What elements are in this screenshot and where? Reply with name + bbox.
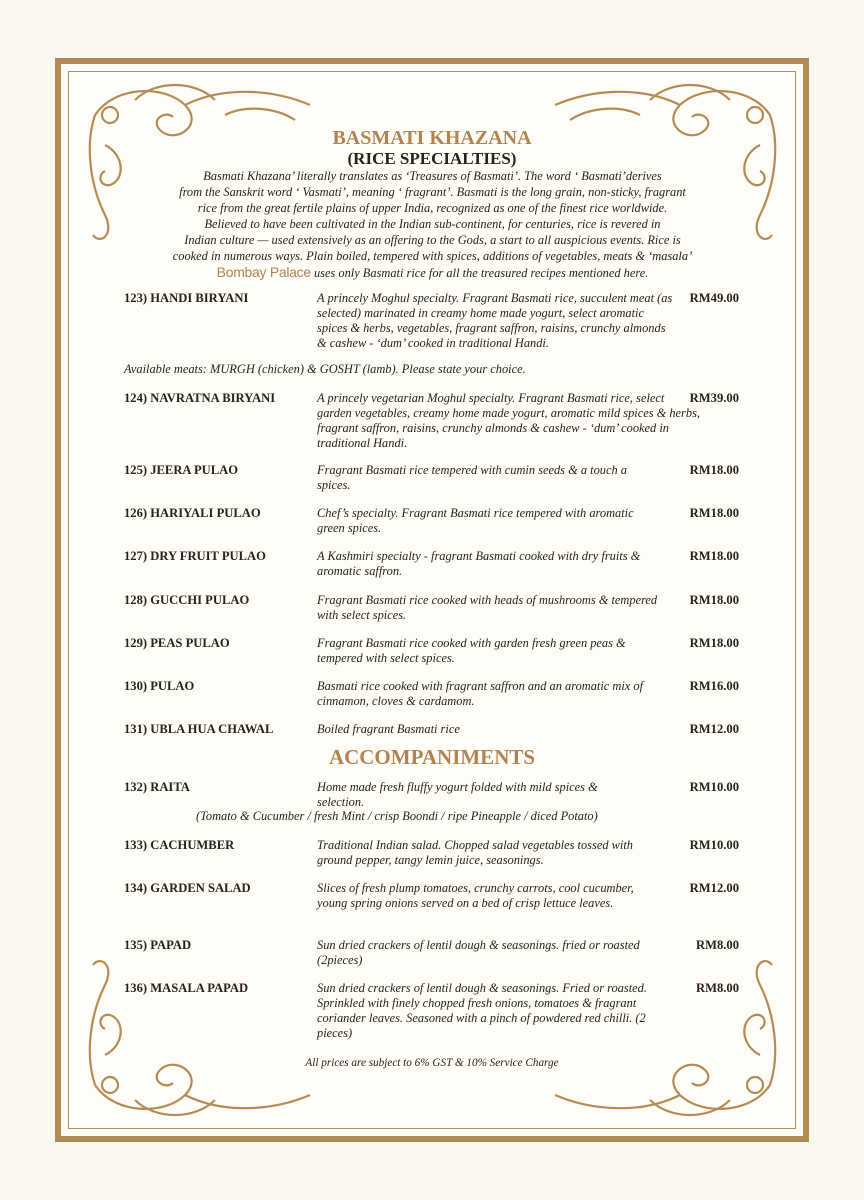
- item-name: 135) PAPAD: [124, 938, 192, 952]
- item-price: RM18.00: [689, 636, 739, 650]
- item-price: RM16.00: [689, 679, 739, 693]
- item-name: 123) HANDI BIRYANI: [124, 291, 249, 305]
- item-price: RM10.00: [689, 838, 739, 852]
- item-name: 134) GARDEN SALAD: [124, 881, 251, 895]
- item-name: 136) MASALA PAPAD: [124, 981, 249, 995]
- intro-line: cooked in numerous ways. Plain boiled, tempered with spices, additions of vegetables, meats & ‘masala’: [172, 249, 693, 263]
- item-price: RM18.00: [689, 463, 739, 477]
- item-name: 127) DRY FRUIT PULAO: [124, 549, 266, 563]
- item-description: Fragrant Basmati rice tempered with cumin seeds & a touch a spices.: [317, 463, 627, 492]
- item-description: Basmati rice cooked with fragrant saffron and an aromatic mix of cinnamon, cloves & cardamom.: [317, 679, 644, 708]
- item-description: Fragrant Basmati rice cooked with garden fresh green peas & tempered with select spices.: [317, 636, 626, 665]
- item-name: 129) PEAS PULAO: [124, 636, 230, 650]
- page-title: BASMATI KHAZANA: [332, 127, 532, 149]
- item-name: 128) GUCCHI PULAO: [124, 593, 250, 607]
- page-subtitle: (RICE SPECIALTIES): [347, 149, 517, 168]
- item-description: A princely Moghul specialty. Fragrant Basmati rice, succulent meat (as selected) marinated in creamy home made yogurt, select aromatic spices & herbs, vegetables, fragrant saffron, raisins, crunchy almonds & cashew - ‘dum’ cooked in traditional Handi.: [317, 291, 673, 350]
- item-name: 133) CACHUMBER: [124, 838, 235, 852]
- intro-line: from the Sanskrit word ‘ Vasmati’, meaning ‘ fragrant’. Basmati is the long grain, non-sticky, fragrant: [179, 185, 686, 199]
- item-price: RM8.00: [695, 981, 739, 995]
- item-price: RM39.00: [689, 391, 739, 405]
- meats-note: Available meats: MURGH (chicken) & GOSHT (lamb). Please state your choice.: [124, 362, 526, 376]
- item-price: RM18.00: [689, 506, 739, 520]
- intro-last-line: uses only Basmati rice for all the treasured recipes mentioned here.: [313, 266, 649, 280]
- item-name: 130) PULAO: [124, 679, 195, 693]
- item-description: Chef’s specialty. Fragrant Basmati rice tempered with aromatic green spices.: [317, 506, 634, 535]
- footer-note: All prices are subject to 6% GST & 10% Service Charge: [305, 1057, 559, 1069]
- intro-line: Basmati Khazana’ literally translates as ‘Treasures of Basmati’. The word ‘ Basmati’derives: [203, 169, 662, 183]
- item-price: RM49.00: [689, 291, 739, 305]
- item-description: A princely vegetarian Moghul specialty. Fragrant Basmati rice, select garden vegetables, creamy home made yogurt, aromatic mild spices & herbs, fragrant saffron, raisins, crunchy almonds & cashew - ‘dum’ cooked in traditional Handi.: [317, 391, 700, 450]
- item-name: 124) NAVRATNA BIRYANI: [124, 391, 276, 405]
- item-price: RM12.00: [689, 722, 739, 736]
- item-description: Traditional Indian salad. Chopped salad vegetables tossed with ground pepper, tangy lemin juice, seasonings.: [317, 838, 633, 867]
- intro-line: [120, 264, 745, 281]
- item-description: Boiled fragrant Basmati rice: [317, 722, 460, 736]
- item-name: 125) JEERA PULAO: [124, 463, 239, 477]
- item-name: 131) UBLA HUA CHAWAL: [124, 722, 274, 736]
- item-description: Home made fresh fluffy yogurt folded with mild spices & selection.: [317, 780, 598, 809]
- scroll-ornament-bottom-left-icon: [75, 945, 335, 1125]
- section-title-accompaniments: ACCOMPANIMENTS: [328, 745, 536, 769]
- intro-line: Indian culture — used extensively as an offering to the Gods, a start to all auspicious events. Rice is: [184, 233, 681, 247]
- item-name: 126) HARIYALI PULAO: [124, 506, 261, 520]
- item-price: RM18.00: [689, 549, 739, 563]
- intro-line: Believed to have been cultivated in the Indian sub-continent, for centuries, rice is revered in: [204, 217, 661, 231]
- intro-line: rice from the great fertile plains of upper India, recognized as one of the finest rice worldwide.: [197, 201, 668, 215]
- item-description: Slices of fresh plump tomatoes, crunchy carrots, cool cucumber, young spring onions served on a bed of crisp lettuce leaves.: [317, 881, 634, 910]
- raita-options-note: (Tomato & Cucumber / fresh Mint / crisp Boondi / ripe Pineapple / diced Potato): [196, 809, 598, 823]
- item-description: Sun dried crackers of lentil dough & seasonings. Fried or roasted. Sprinkled with finely chopped fresh onions, tomatoes & fragrant coriander leaves. Seasoned with a pinch of powdered red chilli. (2 pieces): [317, 981, 647, 1040]
- item-description: Sun dried crackers of lentil dough & seasonings. fried or roasted (2pieces): [317, 938, 640, 967]
- intro-paragraph: [120, 168, 745, 281]
- item-description: A Kashmiri specialty - fragrant Basmati cooked with dry fruits & aromatic saffron.: [317, 549, 641, 578]
- item-price: RM18.00: [689, 593, 739, 607]
- brand-logo: Bombay Palace: [216, 264, 311, 280]
- item-price: RM10.00: [689, 780, 739, 794]
- item-price: RM8.00: [695, 938, 739, 952]
- item-price: RM12.00: [689, 881, 739, 895]
- item-description: Fragrant Basmati rice cooked with heads of mushrooms & tempered with select spices.: [317, 593, 658, 622]
- item-name: 132) RAITA: [124, 780, 190, 794]
